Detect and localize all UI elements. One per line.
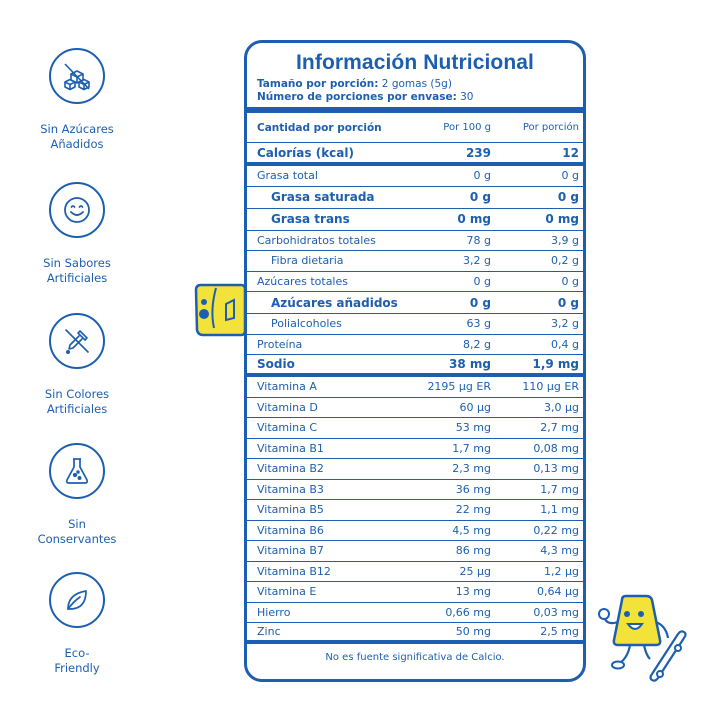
calories-row (247, 143, 583, 166)
dropper-crossed-icon (49, 313, 105, 369)
value-per-100g: 60 µg (459, 400, 491, 414)
feature-no-artificial-flavors (12, 182, 142, 286)
value-per-100g: 38 mg (449, 357, 491, 371)
sugar-cubes-crossed-icon (49, 48, 105, 104)
value-per-serving: 0,08 mg (533, 441, 579, 455)
value-per-100g: 0 g (473, 169, 491, 183)
value-per-serving: 2,5 mg (540, 624, 579, 638)
nutrient-name: Vitamina B1 (257, 441, 324, 455)
value-per-100g: 0 g (469, 190, 491, 204)
gummy-mascot-peeking-icon (190, 282, 248, 348)
value-per-serving: 3,9 g (551, 233, 579, 247)
table-row (247, 623, 583, 644)
nutrient-name: Vitamina B6 (257, 523, 324, 537)
value-per-100g: 8,2 g (463, 337, 491, 351)
table-row (247, 187, 583, 209)
header-per-serving: Por porción (522, 122, 579, 133)
feature-label: Sin Conservantes (37, 517, 117, 546)
value-per-serving: 2,7 mg (540, 421, 579, 435)
nutrient-name: Grasa trans (271, 212, 350, 226)
nutrient-name: Vitamina B7 (257, 544, 324, 558)
value-per-serving: 1,1 mg (540, 503, 579, 517)
table-row (247, 439, 583, 460)
value-per-100g: 0,66 mg (445, 605, 491, 619)
nutrient-name: Polialcoholes (271, 317, 342, 331)
value-per-100g: 0 g (469, 295, 491, 310)
value-per-100g: 4,5 mg (452, 523, 491, 537)
nutrient-name: Carbohidratos totales (257, 233, 376, 247)
nutrient-name: Hierro (257, 605, 291, 619)
feature-label: Sin Sabores Artificiales (43, 256, 111, 285)
table-row (247, 335, 583, 356)
nutrient-name: Azúcares añadidos (271, 295, 398, 310)
value-per-serving: 0 g (561, 169, 579, 183)
value-per-100g: 22 mg (455, 503, 491, 517)
nutrition-facts-panel (244, 40, 586, 682)
flask-icon (49, 443, 105, 499)
value-per-serving: 110 µg ER (522, 380, 579, 394)
value-per-100g: 2,3 mg (452, 462, 491, 476)
nutrient-name: Proteína (257, 337, 303, 351)
table-row (247, 480, 583, 501)
nutrient-name: Vitamina B2 (257, 462, 324, 476)
nutrient-name: Vitamina E (257, 585, 317, 599)
nutrient-name: Calorías (kcal) (257, 145, 354, 160)
nutrient-name: Vitamina B12 (257, 564, 331, 578)
nutrient-name: Grasa saturada (271, 190, 375, 204)
table-row (247, 582, 583, 603)
value-per-serving: 0,64 µg (537, 585, 579, 599)
value-per-serving: 12 (562, 145, 579, 160)
table-row (247, 398, 583, 419)
table-row (247, 272, 583, 293)
nutrition-title: Información Nutricional (296, 51, 534, 74)
value-per-100g: 78 g (466, 233, 491, 247)
leaf-icon (49, 572, 105, 628)
servings-per-container (247, 91, 583, 104)
value-per-serving: 1,9 mg (532, 357, 579, 371)
table-row (247, 500, 583, 521)
gummy-mascot-skateboard-icon (594, 592, 690, 686)
value-per-100g: 13 mg (455, 585, 491, 599)
table-row (247, 603, 583, 624)
value-per-serving: 0,22 mg (533, 523, 579, 537)
value-per-100g: 53 mg (455, 421, 491, 435)
value-per-serving: 0,2 g (551, 254, 579, 268)
value-per-100g: 0 mg (457, 212, 491, 226)
table-row (247, 418, 583, 439)
value-per-100g: 239 (465, 145, 491, 160)
value-per-100g: 50 mg (455, 624, 491, 638)
nutrient-name: Azúcares totales (257, 274, 348, 288)
nutrient-name: Zinc (257, 624, 281, 638)
table-row (247, 166, 583, 187)
value-per-serving: 0,03 mg (533, 605, 579, 619)
value-per-serving: 0 g (561, 274, 579, 288)
value-per-100g: 2195 µg ER (427, 380, 491, 394)
value-per-serving: 0,4 g (551, 337, 579, 351)
value-per-serving: 0,13 mg (533, 462, 579, 476)
value-per-100g: 1,7 mg (452, 441, 491, 455)
feature-no-added-sugar (12, 48, 142, 152)
feature-label: Eco- Friendly (54, 646, 100, 675)
table-row (247, 251, 583, 272)
value-per-serving: 3,0 µg (544, 400, 579, 414)
value-per-100g: 3,2 g (463, 254, 491, 268)
value-per-100g: 86 mg (455, 544, 491, 558)
header-amount: Cantidad por porción (257, 121, 382, 134)
serving-size (247, 78, 583, 91)
table-row (247, 231, 583, 252)
table-row (247, 209, 583, 231)
smiley-face-icon (49, 182, 105, 238)
value-per-100g: 0 g (473, 274, 491, 288)
feature-label: Sin Azúcares Añadidos (40, 122, 114, 151)
table-header (247, 113, 583, 143)
nutrient-name: Vitamina D (257, 400, 318, 414)
value-per-100g: 25 µg (459, 564, 491, 578)
nutrient-name: Vitamina B5 (257, 503, 324, 517)
feature-eco-friendly (12, 572, 142, 676)
table-row (247, 541, 583, 562)
nutrient-name: Grasa total (257, 169, 318, 183)
value-per-serving: 0 mg (545, 212, 579, 226)
table-row (247, 459, 583, 480)
feature-no-artificial-colors (12, 313, 142, 417)
value-per-serving: 0 g (557, 190, 579, 204)
value-per-100g: 36 mg (455, 482, 491, 496)
table-row (247, 521, 583, 542)
table-row (247, 292, 583, 314)
header-per-100g: Por 100 g (443, 122, 491, 133)
serving-size-label: Tamaño por porción: (257, 78, 379, 90)
table-row (247, 314, 583, 335)
table-row (247, 562, 583, 583)
value-per-serving: 1,7 mg (540, 482, 579, 496)
nutrient-name: Vitamina A (257, 380, 317, 394)
servings-label: Número de porciones por envase: (257, 91, 457, 103)
table-row (247, 377, 583, 398)
footnote: No es fuente significativa de Calcio. (325, 651, 505, 663)
serving-info (247, 78, 583, 113)
serving-size-value: 2 gomas (5g) (381, 78, 452, 90)
value-per-serving: 3,2 g (551, 317, 579, 331)
servings-value: 30 (460, 91, 474, 103)
feature-label: Sin Colores Artificiales (44, 387, 110, 416)
nutrient-name: Sodio (257, 357, 295, 371)
nutrient-name: Vitamina C (257, 421, 318, 435)
nutrient-name: Vitamina B3 (257, 482, 324, 496)
value-per-serving: 0 g (557, 295, 579, 310)
feature-no-preservatives (12, 443, 142, 547)
table-row (247, 355, 583, 377)
value-per-serving: 4,3 mg (540, 544, 579, 558)
nutrient-name: Fibra dietaria (271, 254, 344, 268)
value-per-100g: 63 g (466, 317, 491, 331)
value-per-serving: 1,2 µg (544, 564, 579, 578)
